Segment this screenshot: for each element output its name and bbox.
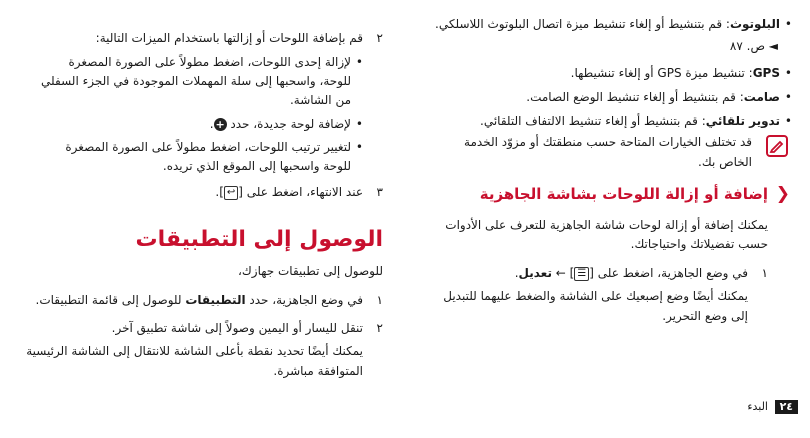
bullet-dot: • xyxy=(355,140,363,154)
step1-text xyxy=(515,265,748,281)
apps-step2-extra: يمكنك أيضًا تحديد نقطة بأعلى الشاشة للانتقال إلى الشاشة الرئيسية xyxy=(26,344,363,358)
silent-label: صامت xyxy=(743,90,780,104)
bullet1-line: للوحة، واسحبها إلى سلة المهملات الموجودة في الجزء السفلي xyxy=(41,74,351,88)
step-number: ١ xyxy=(376,293,383,307)
step-number: ٢ xyxy=(376,321,383,335)
step-number: ٣ xyxy=(376,185,383,199)
bullet-dot: • xyxy=(784,66,792,80)
step1-extra-line: إلى وضع التحرير. xyxy=(662,309,748,323)
bullet-dot: • xyxy=(784,114,792,128)
autorotate-text: : قم بتنشيط أو إلغاء تنشيط الالتفاف التلقائي. xyxy=(480,114,706,128)
intro-line: يمكنك إضافة أو إزالة لوحات شاشة الجاهزية للتعرف على الأدوات xyxy=(445,218,768,232)
add-circle-icon: + xyxy=(215,118,225,131)
bullet1-line: لإزالة إحدى اللوحات، اضغط مطولاً على الصورة المصغرة xyxy=(68,55,351,69)
apps-step1-pre: في وضع الجاهزية، حدد xyxy=(245,293,363,307)
apps-step1-post: للوصول إلى قائمة التطبيقات. xyxy=(35,293,186,307)
apps-label: التطبيقات xyxy=(185,293,246,307)
apps-step1 xyxy=(36,292,363,308)
bluetooth-text: : قم بتنشيط أو إلغاء تنشيط ميزة اتصال البلوتوث اللاسلكي. xyxy=(435,17,730,31)
note-line: الخاص بك. xyxy=(698,155,752,169)
step1-extra-line: يمكنك أيضًا وضع إصبعيك على الشاشة والضغط عليهما للتبديل xyxy=(443,289,748,303)
pencil-icon xyxy=(768,137,786,155)
bullet-dot: • xyxy=(355,117,363,131)
apps-step2-extra: المتوافقة مباشرة. xyxy=(273,364,363,378)
section-heading-apps: الوصول إلى التطبيقات xyxy=(135,227,383,252)
bluetooth-ref: ◄ ص. ٨٧ xyxy=(729,39,778,53)
step3-pre: عند الانتهاء، اضغط على [ xyxy=(238,185,363,199)
edit-label: تعديل xyxy=(518,266,552,280)
bullet2-post: . xyxy=(209,117,214,131)
autorotate-item xyxy=(480,113,780,129)
bullet2-pre: لإضافة لوحة جديدة، حدد xyxy=(230,117,351,131)
gps-text: : تنشيط ميزة GPS أو إلغاء تنشيطها. xyxy=(570,66,753,80)
silent-text: : قم بتنشيط أو إلغاء تنشيط الوضع الصامت. xyxy=(526,90,744,104)
bullet-dot: • xyxy=(355,55,363,69)
gps-item xyxy=(571,65,780,81)
menu-key-icon: ☰ xyxy=(574,267,589,281)
section-heading-panels: إضافة أو إزالة اللوحات بشاشة الجاهزية xyxy=(479,185,768,203)
step2-text: قم بإضافة اللوحات أو إزالتها باستخدام الميزات التالية: xyxy=(95,31,363,45)
step1-end: . xyxy=(514,266,519,280)
step-number: ١ xyxy=(761,266,768,280)
bullet2-text xyxy=(210,116,351,132)
bluetooth-item xyxy=(435,16,780,32)
gps-label: GPS xyxy=(752,66,780,80)
bullet1-line: من الشاشة. xyxy=(289,93,351,107)
step1-post: ] ← xyxy=(551,266,575,280)
step3-text xyxy=(215,184,363,200)
step-number: ٢ xyxy=(376,31,383,45)
footer-label: البدء xyxy=(747,400,768,413)
right-column xyxy=(405,0,810,438)
note-line: قد تختلف الخيارات المتاحة حسب منطقتك أو مزوّد الخدمة xyxy=(464,135,752,149)
chevron-left-icon: ❮ xyxy=(775,184,790,204)
autorotate-label: تدوير تلقائي xyxy=(705,114,780,128)
back-key-icon: ↩ xyxy=(224,186,238,200)
page-number-badge: ٢٤ xyxy=(775,400,798,414)
bullet3-line: للوحة واسحبها إلى الموقع الذي تريده. xyxy=(162,159,351,173)
bluetooth-label: البلوتوث xyxy=(729,17,780,31)
apps-step2: تنقل لليسار أو اليمين وصولاً إلى شاشة تطبيق آخر. xyxy=(111,321,363,335)
apps-intro: للوصول إلى تطبيقات جهازك، xyxy=(238,264,383,278)
silent-item xyxy=(526,89,780,105)
step3-post: ]. xyxy=(215,185,224,199)
bullet3-line: لتغيير ترتيب اللوحات، اضغط مطولاً على الصورة المصغرة xyxy=(65,140,351,154)
note-icon xyxy=(766,135,788,157)
bullet-dot: • xyxy=(784,17,792,31)
bullet-dot: • xyxy=(784,90,792,104)
intro-line: حسب تفضيلاتك واحتياجاتك. xyxy=(630,237,768,251)
step1-pre: في وضع الجاهزية، اضغط على [ xyxy=(589,266,748,280)
